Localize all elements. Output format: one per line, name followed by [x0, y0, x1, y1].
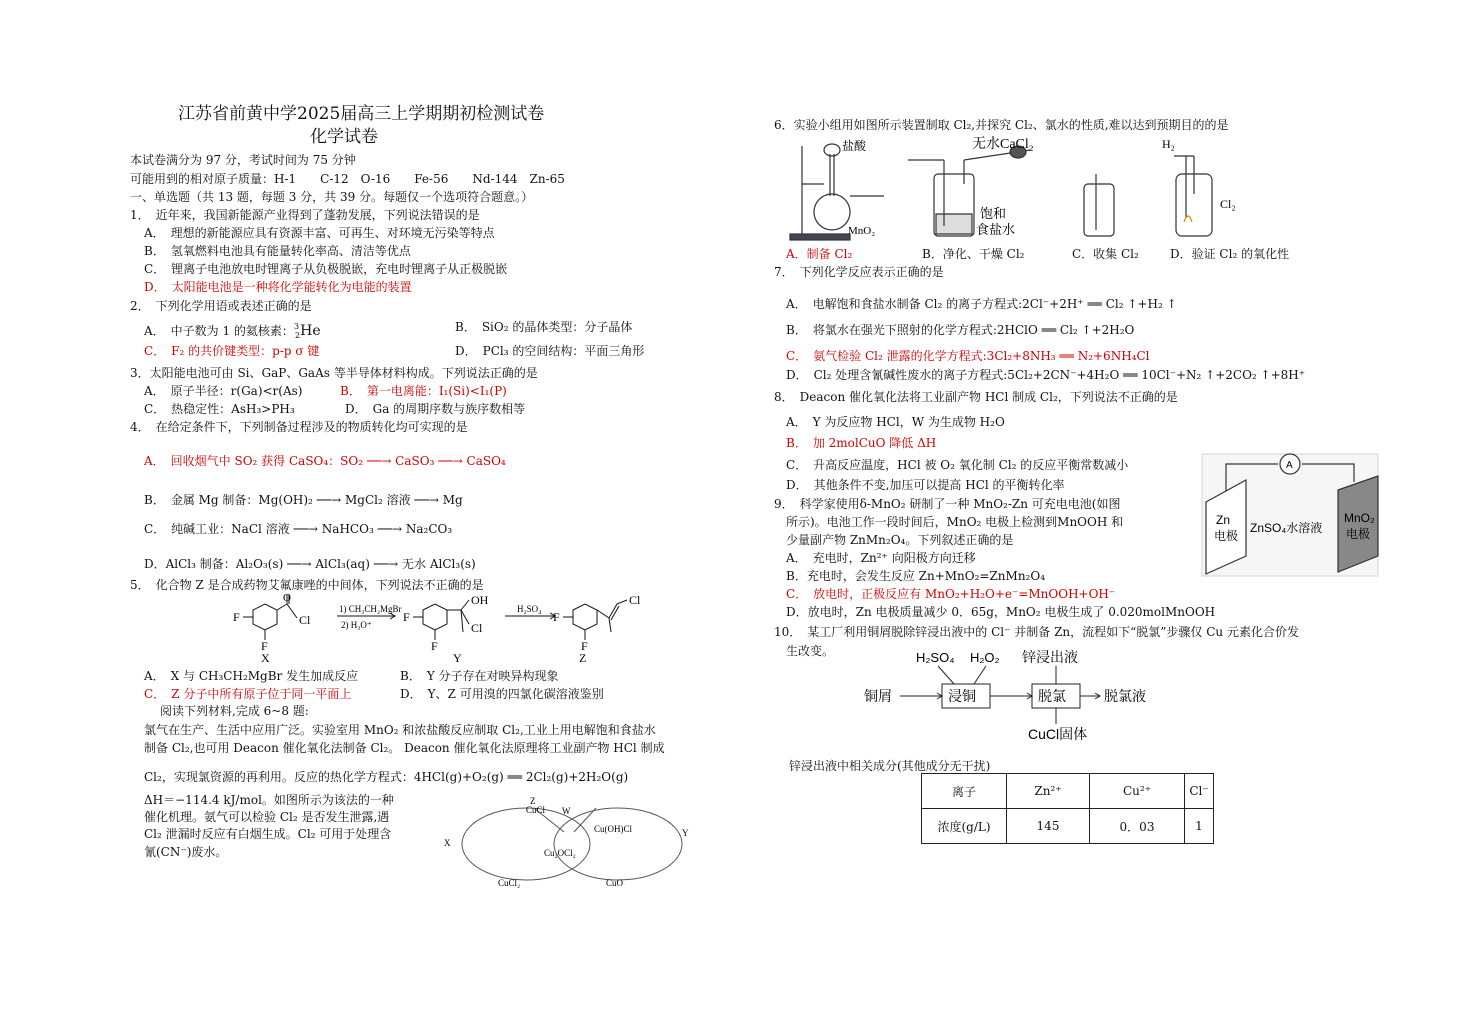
header-cl: Cl⁻	[1185, 774, 1214, 809]
y-chlorine: Cl	[471, 621, 483, 635]
label-y: Y	[453, 651, 462, 665]
reading-p2: 制备 Cl₂,也可用 Deacon 催化氧化法制备 Cl₂。 Deacon 催化氧化法原理将工业副产物 HCl 制成	[144, 741, 665, 755]
q3-option-a: A． 原子半径：r(Ga)<r(As)	[144, 384, 303, 398]
mno2-electrode-label-1: MnO₂	[1344, 511, 1375, 525]
cacl2-label: 无水CaCl₂	[972, 137, 1034, 152]
q1-option-d: D． 太阳能电池是一种将化学能转化为电能的装置	[144, 280, 412, 294]
reading-p7: 氰(CN⁻)废水。	[144, 845, 228, 859]
q10-stem-2: 生改变。	[786, 644, 835, 658]
q1-option-c: C． 锂离子电池放电时锂离子从负极脱嵌，充电时锂离子从正极脱嵌	[144, 262, 508, 276]
reagent-h2so4: H₂SO₄	[916, 650, 955, 665]
synthesis-scheme	[225, 592, 645, 664]
brine-label-1: 饱和	[980, 206, 1007, 221]
feed-zinc-leachate: 锌浸出液	[1022, 651, 1078, 666]
table-caption: 锌浸出液中相关成分(其他成分无干扰)	[789, 759, 991, 773]
q6-option-d: D．验证 Cl₂ 的氧化性	[1170, 247, 1290, 261]
y-fluorine: F	[403, 610, 410, 624]
q1-option-a: A． 理想的新能源应具有资源丰富、可再生、对环境无污染等特点	[144, 226, 495, 240]
reading-p5: 催化机理。氨气可以检验 Cl₂ 是否发生泄露,遇	[144, 810, 390, 824]
q1-option-b: B． 氢氧燃料电池具有能量转化率高、清洁等优点	[144, 244, 411, 258]
reading-p4: ΔH＝−114.4 kJ/mol。如图所示为该法的一种	[144, 793, 394, 807]
label-x: X	[261, 651, 270, 665]
header-zn: Zn²⁺	[1007, 774, 1090, 809]
q8-option-a: A． Y 为反应物 HCl，W 为生成物 H₂O	[786, 415, 1005, 429]
x-fluorine-2: F	[261, 639, 268, 653]
q4-option-a: A． 回收烟气中 SO₂ 获得 CaSO₄：SO₂ ──→ CaSO₃ ──→ CaSO₄	[144, 454, 506, 468]
atomic-masses: 可能用到的相对原子质量：H-1 C-12 O-16 Fe-56 Nd-144 Zn-65	[130, 172, 565, 186]
page-title: 江苏省前黄中学2025届高三上学期期初检测试卷	[178, 104, 545, 124]
q2-option-b: B． SiO₂ 的晶体类型：分子晶体	[455, 320, 633, 334]
q2-stem: 2． 下列化学用语或表述正确的是	[130, 299, 312, 313]
q6-option-a: A．制备 Cl₂	[786, 247, 853, 261]
q9-stem-2: 所示)。电池工作一段时间后，MnO₂ 电极上检测到MnOOH 和	[786, 515, 1124, 529]
q7-stem: 7． 下列化学反应表示正确的是	[774, 265, 944, 279]
y-fluorine-2: F	[431, 639, 438, 653]
q8-stem: 8． Deacon 催化氧化法将工业副产物 HCl 制成 Cl₂，下列说法不正确的是	[774, 390, 1178, 404]
q2-option-d: D． PCl₃ 的空间结构：平面三角形	[455, 344, 645, 358]
q6-option-b: B．净化、干燥 Cl₂	[922, 247, 1025, 261]
label-x: X	[444, 838, 451, 848]
q4-option-d: D．AlCl₃ 制备：Al₂O₃(s) ──→ AlCl₃(aq) ──→ 无水 AlCl₃(s)	[144, 557, 476, 571]
q5-stem: 5． 化合物 Z 是合成药物艾氟康唑的中间体，下列说法不正确的是	[130, 578, 484, 592]
zn-electrode-label-1: Zn	[1216, 513, 1231, 527]
q2-option-c: C． F₂ 的共价键类型：p-p σ 键	[144, 344, 320, 358]
reading-p6: Cl₂ 泄漏时反应有白烟生成。Cl₂ 可用于处理含	[144, 827, 392, 841]
brine-label-2: 食盐水	[976, 222, 1016, 237]
apparatus-figure	[784, 134, 1284, 244]
q1-stem: 1． 近年来，我国新能源产业得到了蓬勃发展，下列说法错误的是	[130, 208, 480, 222]
reading-p3: Cl₂，实现氯资源的再利用。反应的热化学方程式：4HCl(g)+O₂(g) ══ 2Cl₂(g)+2H₂O(g)	[144, 770, 629, 784]
node-cuo: CuO	[606, 878, 624, 888]
table-row	[922, 809, 1214, 844]
q6-option-c: C．收集 Cl₂	[1072, 247, 1139, 261]
z-fluorine: F	[553, 610, 560, 624]
ring-x	[253, 604, 277, 630]
q5-option-c: C． Z 分子中所有原子位于同一平面上	[144, 687, 352, 701]
q8-option-d: D． 其他条件不变,加压可以提高 HCl 的平衡转化率	[786, 478, 1065, 492]
table-header-row	[922, 774, 1214, 809]
battery-cell-figure	[1200, 452, 1380, 578]
label-w: W	[562, 806, 571, 816]
node-cucl2: CuCl₂	[498, 878, 521, 888]
q10-stem-1: 10． 某工厂利用铜屑脱除锌浸出液中的 Cl⁻ 并制备 Zn，流程如下“脱氯”步骤仅 Cu 元素化合价发	[774, 625, 1299, 639]
node-cuohcl: Cu(OH)Cl	[594, 824, 632, 834]
hcl-label: 盐酸	[842, 139, 867, 153]
ring-y	[423, 604, 447, 630]
process-flow-diagram	[860, 644, 1146, 744]
header-ion: 离子	[922, 774, 1007, 809]
q7-option-b: B． 将氯水在强光下照射的化学方程式:2HClO ══ Cl₂ ↑+2H₂O	[786, 323, 1135, 337]
output-cucl-solid: CuCl固体	[1028, 726, 1088, 742]
cl2-label: Cl₂	[1220, 197, 1236, 211]
exam-info: 本试卷满分为 97 分，考试时间为 75 分钟	[130, 153, 356, 167]
q3-option-b: B． 第一电离能：I₁(Si)<I₁(P)	[340, 384, 507, 398]
label-z: Z	[530, 796, 536, 806]
q4-option-b: B． 金属 Mg 制备：Mg(OH)₂ ──→ MgCl₂ 溶液 ──→ Mg	[144, 493, 463, 507]
header-cu: Cu²⁺	[1090, 774, 1185, 809]
label-z: Z	[579, 651, 587, 665]
h2-label: H₂	[1162, 137, 1175, 151]
ammeter-label: A	[1286, 460, 1293, 471]
q7-option-c: C． 氨气检验 Cl₂ 泄露的化学方程式:3Cl₂+8NH₃ ══ N₂+6NH₄Cl	[786, 349, 1150, 363]
row-label: 浓度(g/L)	[922, 809, 1007, 844]
z-chlorine: Cl	[629, 593, 641, 607]
reagent-2: 2) H₃O⁺	[341, 620, 372, 630]
x-fluorine: F	[233, 610, 240, 624]
reagent-3: H₂SO₄	[517, 604, 542, 614]
value-zn: 145	[1007, 809, 1090, 844]
q9-stem-1: 9． 科学家使用δ-MnO₂ 研制了一种 MnO₂-Zn 可充电电池(如图	[774, 497, 1121, 511]
q3-option-d: D． Ga 的周期序数与族序数相等	[345, 402, 526, 416]
q9-option-d: D．放电时，Zn 电极质量减少 0．65g，MnO₂ 电极生成了 0.020molMnOOH	[786, 605, 1216, 619]
q4-stem: 4． 在给定条件下，下列制备过程涉及的物质转化均可实现的是	[130, 420, 468, 434]
q7-option-a: A． 电解饱和食盐水制备 Cl₂ 的离子方程式:2Cl⁻+2H⁺ ══ Cl₂ ↑+H₂ ↑	[786, 297, 1177, 311]
q4-option-c: C． 纯碱工业：NaCl 溶液 ──→ NaHCO₃ ──→ Na₂CO₃	[144, 522, 453, 536]
value-cl: 1	[1185, 809, 1214, 844]
page-subtitle: 化学试卷	[310, 127, 378, 147]
node-cu2ocl2: Cu₂OCl₂	[544, 848, 576, 858]
q8-option-c: C． 升高反应温度，HCl 被 O₂ 氧化制 Cl₂ 的反应平衡常数减小	[786, 458, 1129, 472]
zn-electrode-label-2: 电极	[1214, 529, 1239, 543]
reagent-1: 1) CH₃CH₂MgBr	[339, 604, 402, 614]
concentration-table	[921, 773, 1214, 844]
node-cucl: CuCl	[526, 805, 546, 815]
q2-option-a: A． 中子数为 1 的氦核素：$^3_2$He	[144, 322, 321, 340]
q5-option-d: D． Y、Z 可用溴的四氯化碳溶液鉴别	[400, 687, 604, 701]
reagent-h2o2: H₂O₂	[970, 650, 1000, 665]
feed-copper-scrap: 铜屑	[864, 690, 892, 705]
mno2-electrode-label-2: 电极	[1346, 527, 1371, 541]
output-dechlorinated-liquid: 脱氯液	[1104, 690, 1146, 705]
mno2-label: MnO₂	[848, 225, 876, 237]
value-cu: 0．03	[1090, 809, 1185, 844]
q9-stem-3: 少量副产物 ZnMn₂O₄。下列叙述正确的是	[786, 533, 1014, 547]
x-chlorine: Cl	[299, 613, 311, 627]
q9-option-a: A． 充电时，Zn²⁺ 向阳极方向迁移	[786, 551, 976, 565]
electrolyte-label: ZnSO₄水溶液	[1250, 521, 1323, 535]
q5-option-b: B． Y 分子存在对映异构现象	[400, 669, 559, 683]
q6-stem: 6．实验小组用如图所示装置制取 Cl₂,并探究 Cl₂、氯水的性质,难以达到预期目的的是	[774, 118, 1229, 132]
reading-intro: 阅读下列材料,完成 6~8 题:	[160, 704, 309, 718]
x-oxygen: O	[283, 592, 291, 604]
catalysis-mechanism-diagram	[438, 794, 700, 890]
q5-option-a: A． X 与 CH₃CH₂MgBr 发生加成反应	[144, 669, 359, 683]
q9-option-c: C． 放电时，正极反应有 MnO₂+H₂O+e⁻=MnOOH+OH⁻	[786, 587, 1116, 601]
z-fluorine-2: F	[581, 639, 588, 653]
step-copper-leach: 浸铜	[948, 690, 976, 705]
step-dechlorination: 脱氯	[1038, 690, 1066, 705]
label-y: Y	[682, 828, 689, 838]
y-hydroxyl: OH	[471, 593, 489, 607]
reading-p1: 氯气在生产、生活中应用广泛。实验室用 MnO₂ 和浓盐酸反应制取 Cl₂,工业上用电解饱和食盐水	[144, 723, 656, 737]
section-heading: 一、单选题（共 13 题，每题 3 分，共 39 分。每题仅一个选项符合题意。）	[130, 190, 534, 204]
q9-option-b: B．充电时，会发生反应 Zn+MnO₂=ZnMn₂O₄	[786, 569, 1046, 583]
q8-option-b: B． 加 2molCuO 降低 ΔH	[786, 436, 937, 450]
q7-option-d: D． Cl₂ 处理含氰碱性废水的离子方程式:5Cl₂+2CN⁻+4H₂O ══ 10Cl⁻+N₂ ↑+2CO₂ ↑+8H⁺	[786, 368, 1306, 382]
q3-option-c: C． 热稳定性：AsH₃>PH₃	[144, 402, 295, 416]
ring-z	[573, 604, 597, 630]
q3-stem: 3．太阳能电池可由 Si、GaP、GaAs 等半导体材料构成。下列说法正确的是	[130, 366, 538, 380]
